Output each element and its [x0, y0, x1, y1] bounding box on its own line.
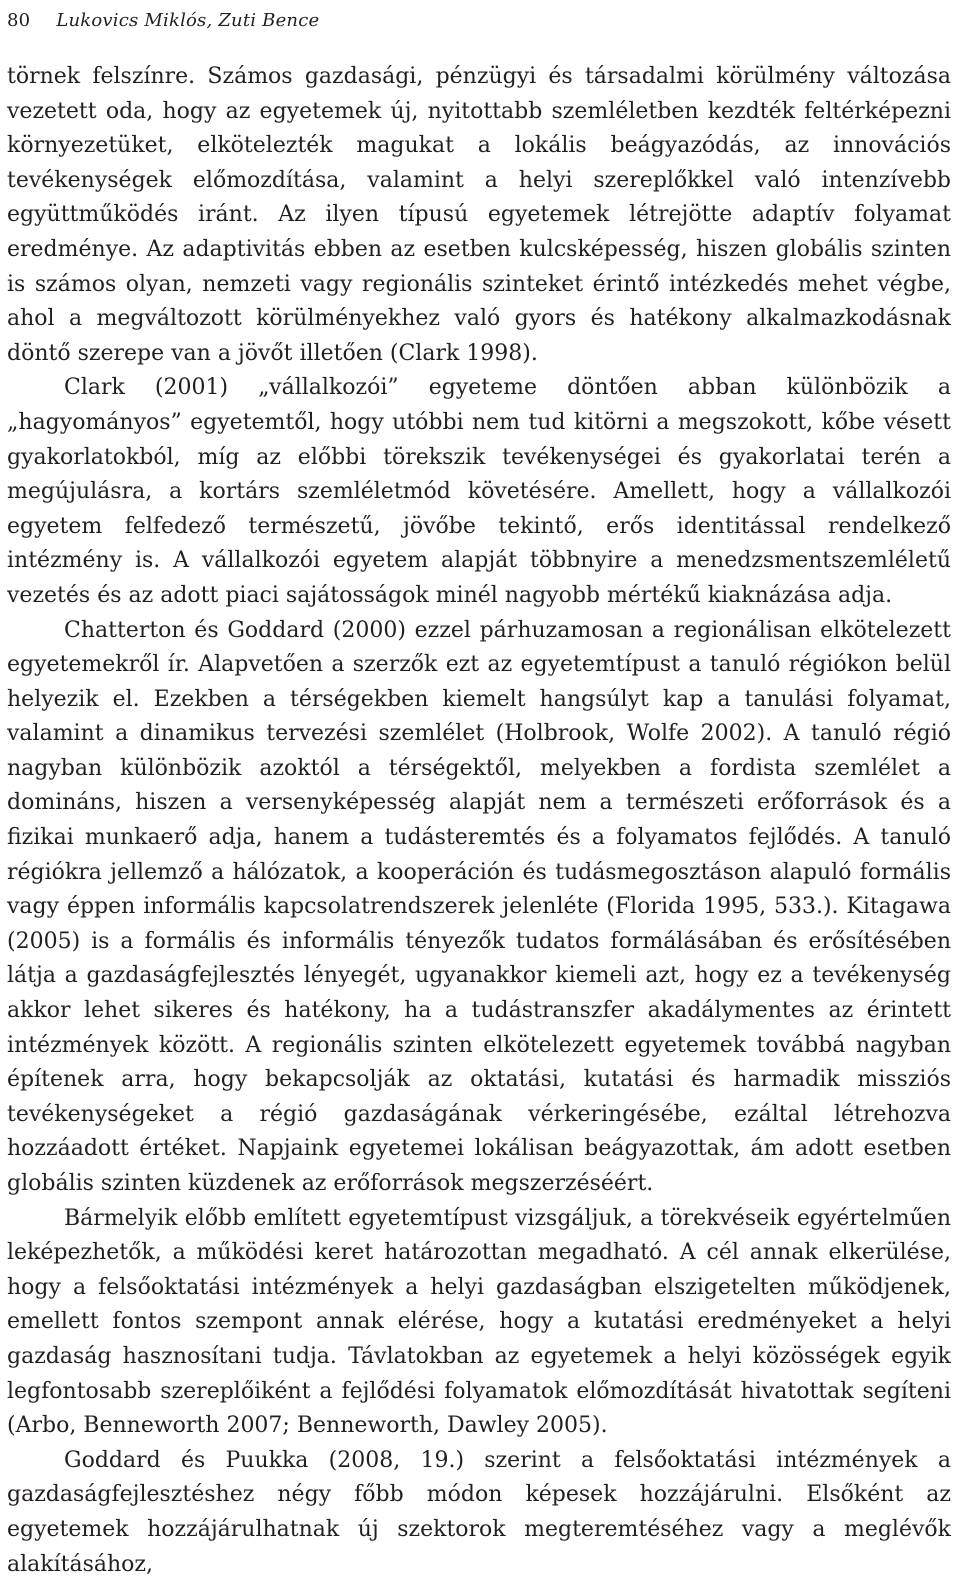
paragraph-2: Clark (2001) „vállalkozói” egyeteme döntően abban különbözik a „hagyományos” egyetemtől, hogy utóbbi nem tud kitörni a megszokott, kőbe vésett gyakorlatokból, míg az előbbi törekszik tevékenységei és gyakorlatai terén a megújulásra, a kortárs szemléletmód követésére. Amellett, hogy a vállalkozói egyetem felfedező természetű, jövőbe tekintő, erős identitással rendelkező intézmény is. A vállalkozói egyetem alapját többnyire a menedzsmentszemléletű vezetés és az adott piaci sajátosságok minél nagyobb mértékű kiaknázása adja. [7, 375, 951, 608]
body-text [7, 60, 951, 1582]
page-number: 80 [7, 9, 31, 31]
paragraph-1: törnek felszínre. Számos gazdasági, pénzügyi és társadalmi körülmény változása vezetett oda, hogy az egyetemek új, nyitottabb szemléletben kezdték feltérképezni környezetüket, elkötelezték magukat a lokális beágyazódás, az innovációs tevékenységek előmozdítása, valamint a helyi szereplőkkel való intenzívebb együttműködés iránt. Az ilyen típusú egyetemek létrejötte adaptív folyamat eredménye. Az adaptivitás ebben az esetben kulcsképesség, hiszen globális szinten is számos olyan, nemzeti vagy regionális szinteket érintő intézkedés mehet végbe, ahol a megváltozott körülményekhez való gyors és hatékony alkalmazkodásnak döntő szerepe van a jövőt illetően (Clark 1998). [7, 64, 951, 366]
document-page [7, 0, 951, 1582]
paragraph-3: Chatterton és Goddard (2000) ezzel párhuzamosan a regionálisan elkötelezett egyetemekről ír. Alapvetően a szerzők ezt az egyetemtípust a tanuló régiókon belül helyezik el. Ezekben a térségekben kiemelt hangsúlyt kap a tanulási folyamat, valamint a dinamikus tervezési szemlélet (Holbrook, Wolfe 2002). A tanuló régió nagyban különbözik azoktól a térségektől, melyekben a fordista szemlélet a domináns, hiszen a versenyképesség alapját nem a természeti erőforrások és a fizikai munkaerő adja, hanem a tudásteremtés és a folyamatos fejlődés. A tanuló régiókra jellemző a hálózatok, a kooperáción és tudásmegosztáson alapuló formális vagy éppen informális kapcsolatrendszerek jelenléte (Florida 1995, 533.). Kitagawa (2005) is a formális és informális tényezők tudatos formálásában és erősítésében látja a gazdaságfejlesztés lényegét, ugyanakkor kiemeli azt, hogy ez a tevékenység akkor lehet sikeres és hatékony, ha a tudástranszfer akadálymentes az érintett intézmények között. A regionális szinten elkötelezett egyetemek továbbá nagyban építenek arra, hogy bekapcsolják az oktatási, kutatási és harmadik missziós tevékenységeket a régió gazdaságának vérkeringésébe, ezáltal létrehozva hozzáadott értéket. Napjaink egyetemei lokálisan beágyazottak, ám adott esetben globális szinten küzdenek az erőforrások megszerzéséért. [7, 617, 951, 1196]
running-head [7, 0, 951, 40]
running-head-authors: Lukovics Miklós, Zuti Bence [56, 9, 320, 31]
paragraph-4: Bármelyik előbb említett egyetemtípust vizsgáljuk, a törekvéseik egyértelműen leképezhetők, a működési keret határozottan megadható. A cél annak elkerülése, hogy a felsőoktatási intézmények a helyi gazdaságban elszigetelten működjenek, emellett fontos szempont annak elérése, hogy a kutatási eredményeket a helyi gazdaság hasznosítani tudja. Távlatokban az egyetemek a helyi közösségek egyik legfontosabb szereplőiként a fejlődési folyamatok előmozdítását hivatottak segíteni (Arbo, Benneworth 2007; Benneworth, Dawley 2005). [7, 1205, 951, 1439]
paragraph-5: Goddard és Puukka (2008, 19.) szerint a felsőoktatási intézmények a gazdaságfejlesztéshez négy főbb módon képesek hozzájárulni. Elsőként az egyetemek hozzájárulhatnak új szektorok megteremtéséhez vagy a meglévők alakításához, [7, 1447, 951, 1577]
